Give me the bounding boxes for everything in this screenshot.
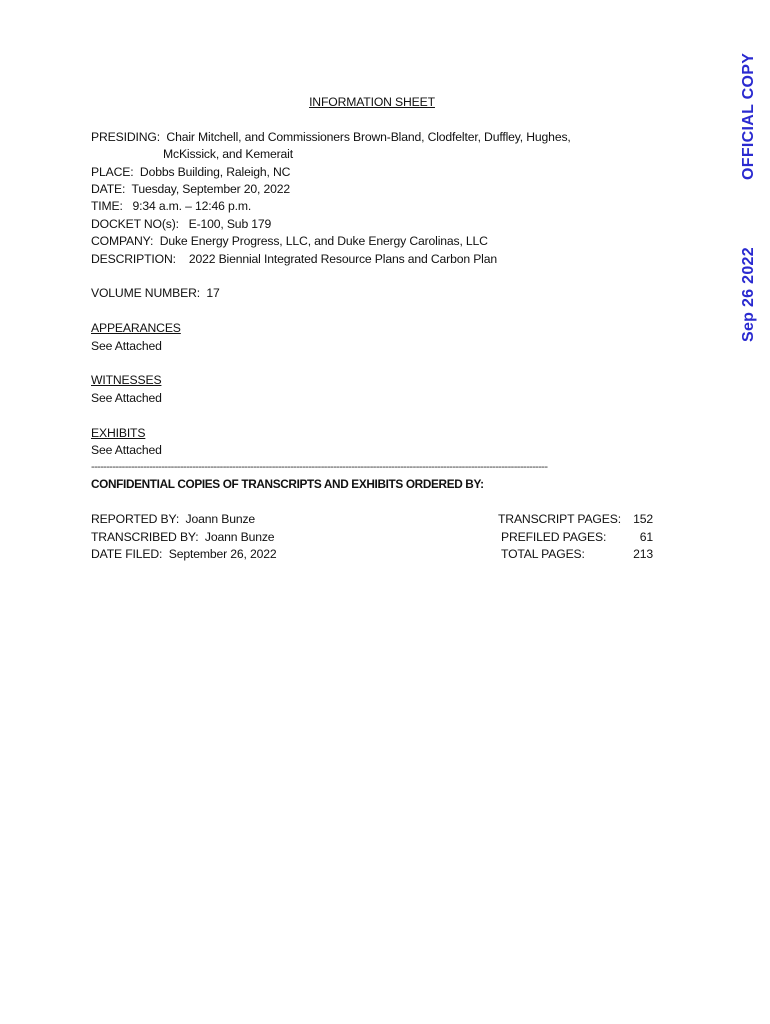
official-copy-text: OFFICIAL COPY bbox=[740, 52, 757, 180]
stamp-date: Sep 26 2022 bbox=[740, 247, 757, 342]
page-title: INFORMATION SHEET bbox=[309, 95, 435, 109]
prefiled-pages-label: PREFILED PAGES: bbox=[501, 529, 607, 544]
confidential-heading: CONFIDENTIAL COPIES OF TRANSCRIPTS AND EXHIBITS ORDERED BY: bbox=[91, 477, 484, 492]
volume-field: VOLUME NUMBER: 17 bbox=[91, 286, 220, 301]
exhibits-heading: EXHIBITS bbox=[91, 425, 146, 440]
place-field: PLACE: Dobbs Building, Raleigh, NC bbox=[91, 164, 291, 179]
total-pages-row bbox=[498, 546, 653, 563]
transcript-pages-label: TRANSCRIPT PAGES: bbox=[498, 512, 621, 527]
transcribed-by: TRANSCRIBED BY: Joann Bunze bbox=[91, 529, 275, 544]
date-field: DATE: Tuesday, September 20, 2022 bbox=[91, 182, 291, 197]
prefiled-pages-row bbox=[498, 529, 653, 546]
date-filed: DATE FILED: September 26, 2022 bbox=[91, 547, 277, 562]
witnesses-heading: WITNESSES bbox=[91, 373, 162, 388]
description-field: DESCRIPTION: 2022 Biennial Integrated Resource Plans and Carbon Plan bbox=[91, 251, 497, 266]
total-pages-value: 213 bbox=[633, 547, 653, 562]
appearances-heading: APPEARANCES bbox=[91, 321, 181, 336]
docket-field: DOCKET NO(s): E-100, Sub 179 bbox=[91, 216, 272, 231]
presiding-continuation: McKissick, and Kemerait bbox=[163, 147, 293, 162]
total-pages-label: TOTAL PAGES: bbox=[501, 547, 585, 562]
reported-by: REPORTED BY: Joann Bunze bbox=[91, 512, 256, 527]
footer-left bbox=[91, 511, 276, 563]
witnesses-value: See Attached bbox=[91, 390, 162, 405]
company-field: COMPANY: Duke Energy Progress, LLC, and Duke Energy Carolinas, LLC bbox=[91, 234, 488, 249]
transcript-pages-row bbox=[498, 511, 653, 528]
presiding-value: Chair Mitchell, and Commissioners Brown-Bland, Clodfelter, Duffley, Hughes, bbox=[166, 129, 571, 144]
time-field: TIME: 9:34 a.m. – 12:46 p.m. bbox=[91, 199, 252, 214]
footer-block bbox=[91, 511, 681, 565]
official-copy-stamp bbox=[738, 30, 762, 350]
transcript-pages-value: 152 bbox=[633, 512, 653, 527]
information-sheet bbox=[91, 94, 681, 565]
appearances-value: See Attached bbox=[91, 338, 162, 353]
page-counts bbox=[498, 511, 653, 563]
separator-line: ----------------------------------------------------------------------------------------------------------------------------------------------------- bbox=[91, 461, 548, 474]
prefiled-pages-value: 61 bbox=[639, 529, 653, 544]
presiding-line bbox=[91, 129, 681, 146]
exhibits-value: See Attached bbox=[91, 443, 162, 458]
presiding-label: PRESIDING: bbox=[91, 129, 160, 144]
